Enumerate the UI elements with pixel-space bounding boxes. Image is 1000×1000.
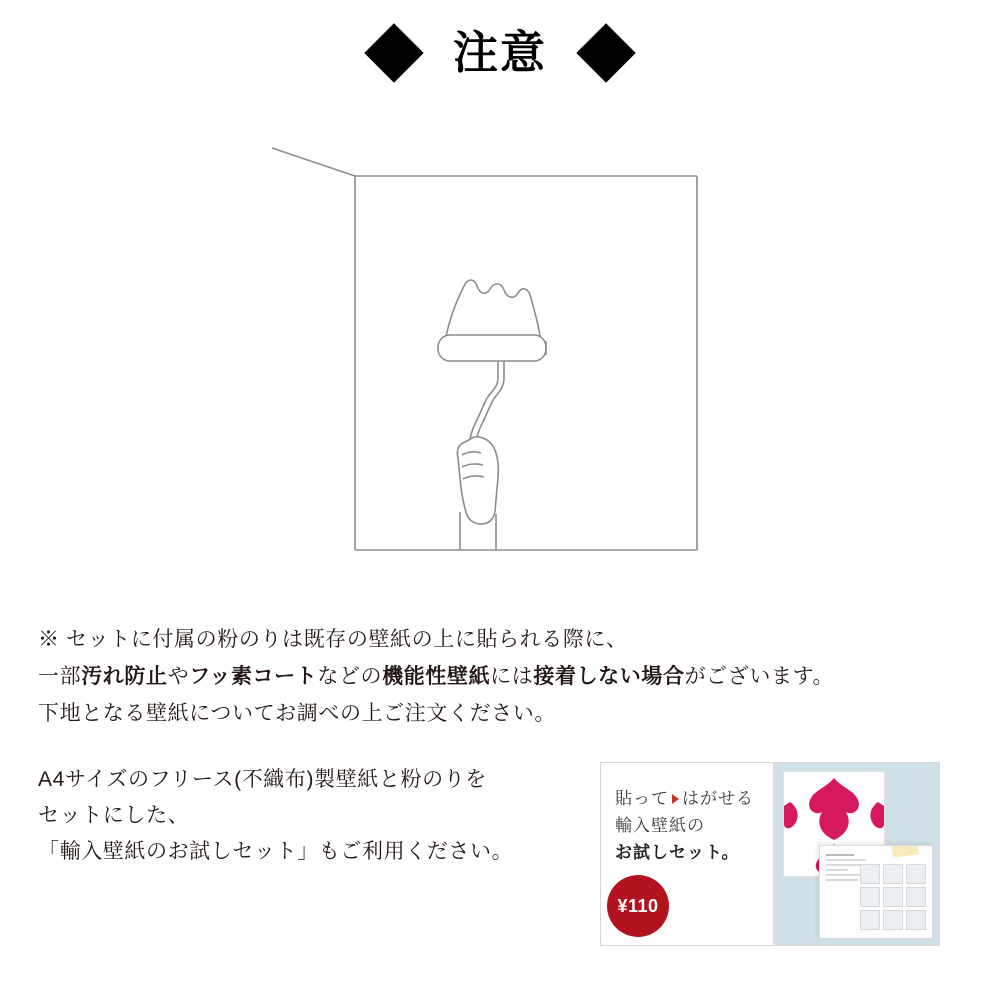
notice-l2-part-2: や	[167, 664, 190, 688]
promo-card-line-1a: 貼って	[615, 789, 669, 808]
page-heading	[0, 27, 1000, 78]
sheet-cell	[860, 864, 880, 884]
notice-text-block	[38, 622, 968, 732]
promo-text-block	[38, 762, 578, 870]
notice-line-1: ※ セットに付属の粉のりは既存の壁紙の上に貼られる際に、	[38, 628, 628, 651]
promo-card-line-1b: はがせる	[682, 789, 754, 808]
promo-card-line-3: お試しセット。	[615, 843, 740, 863]
sheet-cell	[906, 864, 926, 884]
notice-l2-part-5: がございます。	[684, 664, 835, 688]
notice-l2-part-4: には	[490, 664, 534, 688]
tape-icon	[891, 845, 919, 858]
notice-line-2	[38, 659, 968, 696]
sheet-cell	[860, 910, 880, 930]
promo-line-2: セットにした、	[38, 804, 190, 828]
price-badge: ¥110	[607, 875, 669, 937]
sheet-cell	[906, 910, 926, 930]
sheet-swatch-grid	[860, 864, 926, 930]
sheet-cell	[906, 887, 926, 907]
notice-l2-part-1: 一部	[38, 664, 82, 688]
sheet-cell	[860, 887, 880, 907]
sheet-cell	[883, 887, 903, 907]
diamond-icon	[364, 23, 423, 82]
paint-roller-wall-illustration	[250, 130, 720, 570]
page-title: 注意	[452, 27, 547, 78]
notice-l2-bold-2: フッ素コート	[189, 664, 318, 688]
diamond-icon	[576, 23, 635, 82]
notice-line-3: 下地となる壁紙についてお調べの上ご注文ください。	[38, 701, 556, 725]
promo-card-photo	[773, 763, 939, 945]
trial-set-promo-card[interactable]	[600, 762, 940, 946]
promo-card-line-1	[615, 785, 773, 812]
notice-l2-bold-3: 機能性壁紙	[382, 664, 491, 688]
sample-sheet-preview	[819, 845, 933, 939]
promo-card-text	[601, 763, 773, 945]
promo-card-line-2: 輸入壁紙の	[615, 816, 705, 836]
promo-line-3: 「輸入壁紙のお試しセット」もご利用ください。	[38, 840, 514, 864]
promo-line-1: A4サイズのフリース(不織布)製壁紙と粉のりを	[38, 768, 487, 791]
arrow-right-icon	[672, 794, 679, 804]
notice-l2-bold-1: 汚れ防止	[81, 664, 168, 688]
sheet-cell	[883, 910, 903, 930]
sheet-cell	[883, 864, 903, 884]
notice-l2-bold-4: 接着しない場合	[533, 664, 685, 688]
notice-l2-part-3: などの	[317, 664, 383, 688]
